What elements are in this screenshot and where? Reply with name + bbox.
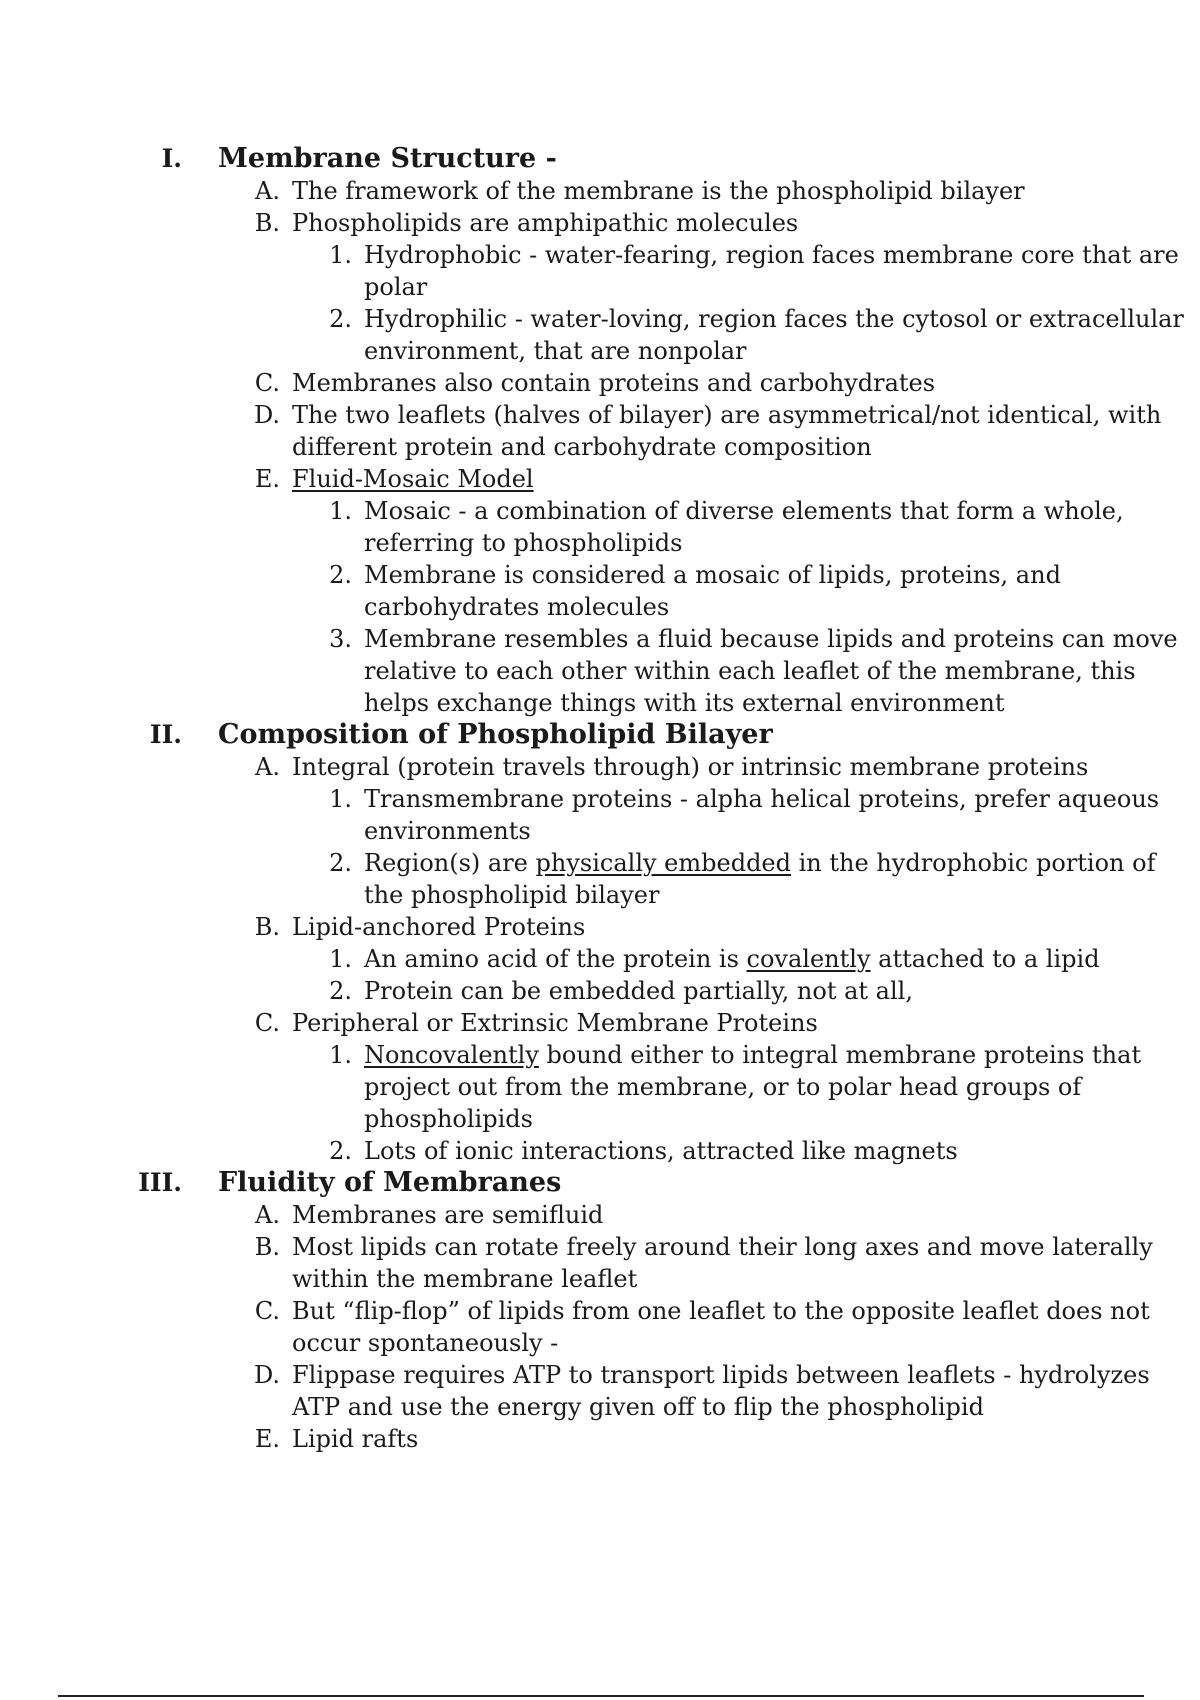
text-run: Membranes are semifluid bbox=[292, 1201, 604, 1229]
roman-numeral: II. bbox=[149, 720, 182, 749]
text-run: Lipid-anchored Proteins bbox=[292, 913, 586, 941]
list-marker: 1. bbox=[329, 785, 352, 813]
text-run: An amino acid of the protein is bbox=[364, 945, 747, 973]
text-line bbox=[292, 1423, 418, 1455]
text-run: Region(s) are bbox=[364, 849, 536, 877]
text-line bbox=[292, 431, 872, 463]
text-run: Lots of ionic interactions, attracted like magnets bbox=[364, 1137, 958, 1165]
text-line bbox=[292, 1327, 558, 1359]
text-run: attached to a lipid bbox=[870, 945, 1100, 973]
text-run: helps exchange things with its external environment bbox=[364, 689, 1005, 717]
list-marker: C. bbox=[254, 1297, 280, 1325]
text-run: But “flip-flop” of lipids from one leaflet to the opposite leaflet does not bbox=[292, 1297, 1150, 1325]
text-line bbox=[292, 1007, 818, 1039]
list-marker: A. bbox=[255, 177, 280, 205]
text-run: Phospholipids are amphipathic molecules bbox=[292, 209, 799, 237]
text-run: within the membrane leaflet bbox=[292, 1265, 638, 1293]
list-marker: 2. bbox=[329, 305, 352, 333]
text-line bbox=[364, 655, 1136, 687]
text-line bbox=[292, 1391, 984, 1423]
roman-numeral: I. bbox=[161, 144, 182, 173]
text-run: Membranes also contain proteins and carbohydrates bbox=[292, 369, 936, 397]
text-line bbox=[364, 879, 659, 911]
text-line bbox=[364, 815, 531, 847]
list-marker: 2. bbox=[329, 849, 352, 877]
bottom-rule bbox=[58, 1695, 1144, 1697]
text-run: Hydrophilic - water-loving, region faces the cytosol or extracellular bbox=[364, 305, 1184, 333]
roman-numeral: III. bbox=[138, 1168, 182, 1197]
underlined-term: physically embedded bbox=[535, 849, 791, 877]
text-run: bound either to integral membrane proteins that bbox=[538, 1041, 1142, 1069]
text-run: Hydrophobic - water-fearing, region faces membrane core that are bbox=[364, 241, 1179, 269]
text-run: environments bbox=[364, 817, 531, 845]
text-line bbox=[364, 495, 1124, 527]
text-line bbox=[364, 943, 1100, 975]
section-heading: Fluidity of Membranes bbox=[218, 1167, 562, 1198]
text-line bbox=[292, 207, 798, 239]
text-run: Flippase requires ATP to transport lipids between leaflets - hydrolyzes bbox=[292, 1361, 1150, 1389]
list-marker: 3. bbox=[329, 625, 352, 653]
list-marker: B. bbox=[254, 913, 280, 941]
list-marker: 2. bbox=[329, 977, 352, 1005]
text-run: Most lipids can rotate freely around their long axes and move laterally bbox=[292, 1233, 1153, 1261]
text-line bbox=[364, 591, 669, 623]
text-run: different protein and carbohydrate composition bbox=[292, 433, 872, 461]
text-line bbox=[364, 303, 1184, 335]
section-heading: Composition of Phospholipid Bilayer bbox=[218, 719, 773, 750]
text-run: the phospholipid bilayer bbox=[364, 881, 660, 909]
text-run: referring to phospholipids bbox=[364, 529, 683, 557]
text-line bbox=[364, 239, 1179, 271]
list-marker: 2. bbox=[329, 561, 352, 589]
list-marker: A. bbox=[255, 1201, 280, 1229]
underlined-term: covalently bbox=[746, 945, 871, 973]
text-line bbox=[364, 1039, 1141, 1071]
section-heading: Membrane Structure - bbox=[218, 143, 557, 174]
list-marker: 2. bbox=[329, 1137, 352, 1165]
text-run: environment, that are nonpolar bbox=[364, 337, 747, 365]
text-run: occur spontaneously - bbox=[292, 1329, 559, 1357]
text-line bbox=[292, 367, 935, 399]
text-line bbox=[292, 911, 585, 943]
text-line bbox=[364, 1103, 533, 1135]
underlined-term: Noncovalently bbox=[364, 1041, 539, 1069]
text-run: project out from the membrane, or to polar head groups of bbox=[364, 1073, 1082, 1101]
text-line bbox=[292, 1263, 637, 1295]
text-run: Lipid rafts bbox=[292, 1425, 419, 1453]
text-line bbox=[292, 1231, 1153, 1263]
list-marker: B. bbox=[254, 209, 280, 237]
list-marker: 1. bbox=[329, 497, 352, 525]
text-run: Integral (protein travels through) or intrinsic membrane proteins bbox=[292, 753, 1089, 781]
list-marker: 1. bbox=[329, 1041, 352, 1069]
list-marker: D. bbox=[253, 401, 280, 429]
text-line bbox=[292, 1359, 1150, 1391]
text-line bbox=[364, 1071, 1081, 1103]
text-line bbox=[364, 687, 1004, 719]
list-marker: E. bbox=[254, 1425, 280, 1453]
text-run: Peripheral or Extrinsic Membrane Proteins bbox=[292, 1009, 818, 1037]
list-marker: 1. bbox=[329, 945, 352, 973]
text-run: polar bbox=[364, 273, 428, 301]
list-marker: C. bbox=[254, 1009, 280, 1037]
text-line bbox=[292, 399, 1161, 431]
text-run: Transmembrane proteins - alpha helical proteins, prefer aqueous bbox=[364, 785, 1160, 813]
text-run: Membrane is considered a mosaic of lipids, proteins, and bbox=[364, 561, 1061, 589]
text-run: phospholipids bbox=[364, 1105, 533, 1133]
text-line bbox=[292, 463, 534, 495]
text-line bbox=[364, 527, 682, 559]
text-line bbox=[292, 751, 1088, 783]
text-line bbox=[292, 1295, 1150, 1327]
text-line bbox=[364, 623, 1178, 655]
text-run: carbohydrates molecules bbox=[364, 593, 670, 621]
text-line bbox=[364, 335, 747, 367]
list-marker: B. bbox=[254, 1233, 280, 1261]
text-run: The two leaflets (halves of bilayer) are asymmetrical/not identical, with bbox=[292, 401, 1162, 429]
text-run: Protein can be embedded partially, not at all, bbox=[364, 977, 913, 1005]
text-line bbox=[364, 559, 1061, 591]
text-run: Mosaic - a combination of diverse elements that form a whole, bbox=[364, 497, 1124, 525]
text-line bbox=[364, 783, 1159, 815]
text-run: in the hydrophobic portion of bbox=[791, 849, 1156, 877]
underlined-term: Fluid-Mosaic Model bbox=[292, 465, 534, 493]
list-marker: D. bbox=[253, 1361, 280, 1389]
list-marker: 1. bbox=[329, 241, 352, 269]
list-marker: A. bbox=[255, 753, 280, 781]
text-line bbox=[364, 271, 427, 303]
text-line bbox=[292, 175, 1025, 207]
text-run: relative to each other within each leaflet of the membrane, this bbox=[364, 657, 1136, 685]
text-line bbox=[364, 975, 913, 1007]
list-marker: E. bbox=[254, 465, 280, 493]
text-line bbox=[364, 847, 1155, 879]
list-marker: C. bbox=[254, 369, 280, 397]
text-line bbox=[364, 1135, 958, 1167]
text-line bbox=[292, 1199, 603, 1231]
text-run: The framework of the membrane is the phospholipid bilayer bbox=[292, 177, 1025, 205]
text-run: ATP and use the energy given off to flip the phospholipid bbox=[292, 1393, 984, 1421]
text-run: Membrane resembles a fluid because lipids and proteins can move bbox=[364, 625, 1178, 653]
